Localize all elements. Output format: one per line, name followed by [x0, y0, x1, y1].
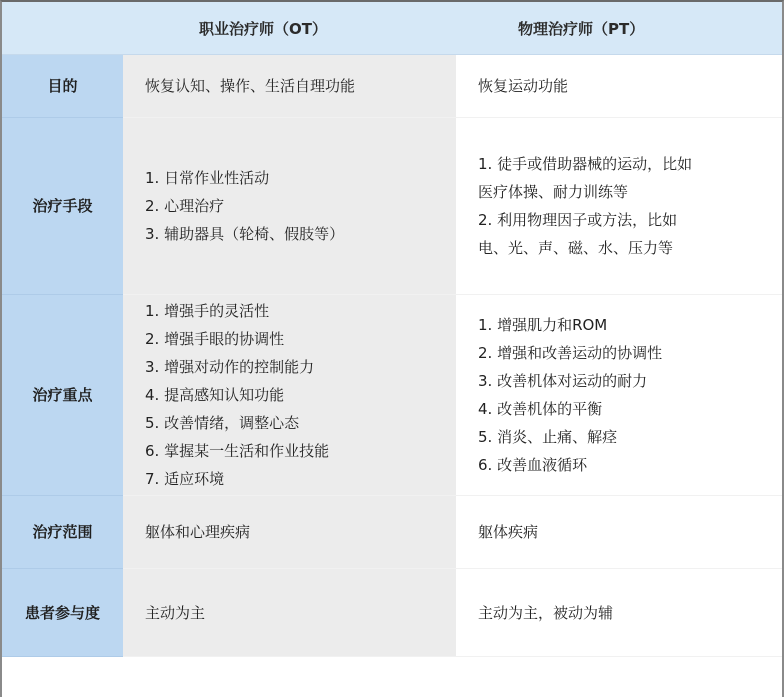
cell-line: 3. 改善机体对运动的耐力 — [478, 372, 648, 390]
row-focus — [2, 295, 782, 496]
cell-line: 恢复运动功能 — [478, 77, 569, 95]
cell-line: 3. 增强对动作的控制能力 — [145, 358, 315, 376]
cell-line: 4. 改善机体的平衡 — [478, 400, 603, 418]
cell-pt-focus — [456, 295, 782, 496]
header-ot: 职业治疗师（OT） — [123, 2, 456, 55]
cell-ot-means — [123, 118, 456, 295]
cell-line: 躯体疾病 — [478, 523, 539, 541]
row-label-focus: 治疗重点 — [2, 295, 123, 496]
cell-line: 2. 心理治疗 — [145, 197, 225, 215]
row-scope — [2, 496, 782, 569]
cell-line: 主动为主 — [145, 603, 206, 622]
cell-line: 主动为主，被动为辅 — [478, 603, 614, 622]
cell-ot-focus — [123, 295, 456, 496]
cell-pt-scope — [456, 496, 782, 569]
row-involvement — [2, 569, 782, 657]
cell-line: 躯体和心理疾病 — [145, 523, 251, 541]
row-purpose — [2, 55, 782, 118]
row-means — [2, 118, 782, 295]
ot-pt-comparison-table — [2, 2, 782, 657]
cell-line: 电、光、声、磁、水、压力等 — [478, 239, 674, 257]
cell-line: 3. 辅助器具（轮椅、假肢等） — [145, 225, 345, 243]
header-row — [2, 2, 782, 55]
cell-ot-purpose — [123, 55, 456, 118]
cell-line: 4. 提高感知认知功能 — [145, 386, 285, 404]
cell-line: 1. 增强手的灵活性 — [145, 302, 270, 320]
header-corner — [2, 2, 123, 55]
row-label-scope: 治疗范围 — [2, 496, 123, 569]
cell-line: 1. 徒手或借助器械的运动，比如 — [478, 155, 693, 173]
cell-line: 5. 消炎、止痛、解痉 — [478, 428, 618, 446]
cell-pt-purpose — [456, 55, 782, 118]
cell-pt-involvement — [456, 569, 782, 657]
cell-line: 6. 掌握某一生活和作业技能 — [145, 442, 330, 460]
cell-line: 恢复认知、操作、生活自理功能 — [145, 77, 356, 95]
cell-pt-means — [456, 118, 782, 295]
cell-line: 7. 适应环境 — [145, 470, 225, 488]
cell-line: 2. 增强和改善运动的协调性 — [478, 344, 663, 362]
cell-line: 1. 日常作业性活动 — [145, 169, 270, 187]
cell-ot-involvement — [123, 569, 456, 657]
cell-line: 医疗体操、耐力训练等 — [478, 183, 629, 201]
cell-line: 5. 改善情绪，调整心态 — [145, 414, 300, 432]
cell-line: 2. 利用物理因子或方法，比如 — [478, 211, 678, 229]
header-pt: 物理治疗师（PT） — [456, 2, 782, 55]
cell-line: 6. 改善血液循环 — [478, 456, 588, 474]
cell-line: 2. 增强手眼的协调性 — [145, 330, 285, 348]
row-label-purpose: 目的 — [2, 55, 123, 118]
cell-line: 1. 增强肌力和ROM — [478, 316, 608, 334]
cell-ot-scope — [123, 496, 456, 569]
row-label-means: 治疗手段 — [2, 118, 123, 295]
row-label-involvement: 患者参与度 — [2, 569, 123, 657]
